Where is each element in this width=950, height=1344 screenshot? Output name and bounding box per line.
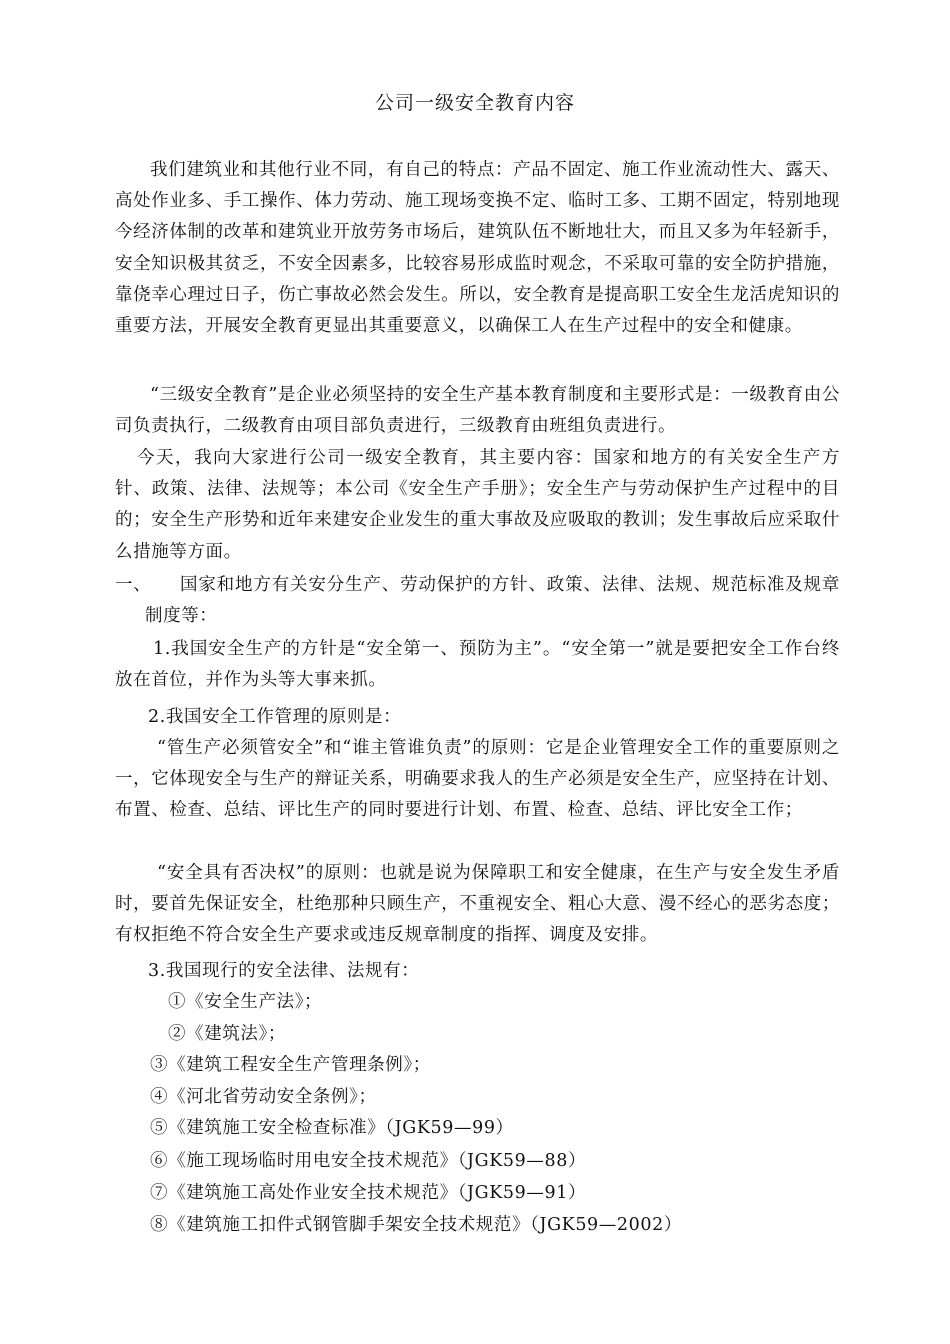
law-item: ④《河北省劳动安全条例》； — [150, 1087, 377, 1107]
section-one-heading: 国家和地方有关安分生产、劳动保护的方针、政策、法律、法规、规范标准及规章制度等： — [145, 575, 840, 627]
three-level-paragraph: “三级安全教育”是企业必须坚持的安全生产基本教育制度和主要形式是：一级教育由公司负责执行，二级教育由项目部负责进行，三级教育由班组负责进行。 — [115, 385, 840, 437]
law-item: ③《建筑工程安全生产管理条例》； — [150, 1055, 431, 1075]
item-2-principle-1: “管生产必须管安全”和“谁主管谁负责”的原则：它是企业管理安全工作的重要原则之一，它体现安全与生产的辩证关系，明确要求我人的生产必须是安全生产，应坚持在计划、布置、检查、总结、评比生产的同时要进行计划、布置、检查、总结、评比安全工作； — [115, 738, 840, 821]
item-2-principle-2: “安全具有否决权”的原则：也就是说为保障职工和安全健康，在生产与安全发生矛盾时，要首先保证安全，杜绝那种只顾生产，不重视安全、粗心大意、漫不经心的恶劣态度；有权拒绝不符合安全生产要求或违反规章制度的指挥、调度及安排。 — [115, 863, 840, 946]
section-one-number: 一、 — [115, 575, 152, 595]
item-1-paragraph: 1.我国安全生产的方针是“安全第一、预防为主”。“安全第一”就是要把安全工作台终放在首位，并作为头等大事来抓。 — [115, 639, 840, 691]
law-item: ⑦《建筑施工高处作业安全技术规范》（JGK59—91） — [150, 1183, 587, 1203]
item-2-heading: 2.我国安全工作管理的原则是： — [148, 707, 402, 727]
intro-paragraph: 我们建筑业和其他行业不同，有自己的特点：产品不固定、施工作业流动性大、露天、高处作业多、手工操作、体力劳动、施工现场变换不定、临时工多、工期不固定，特别地现今经济体制的改革和建筑业开放劳务市场后，建筑队伍不断地壮大，而且又多为年轻新手，安全知识极其贫乏，不安全因素多，比较容易形成监时观念，不采取可靠的安全防护措施，靠侥幸心理过日子，伤亡事故必然会发生。所以，安全教育是提高职工安全生龙活虎知识的重要方法，开展安全教育更显出其重要意义，以确保工人在生产过程中的安全和健康。 — [115, 160, 840, 337]
document-title: 公司一级安全教育内容 — [374, 92, 575, 114]
law-item: ①《安全生产法》； — [168, 992, 323, 1012]
item-3-heading: 3.我国现行的安全法律、法规有： — [148, 961, 420, 981]
law-item: ②《建筑法》； — [168, 1024, 286, 1044]
law-item: ⑧《建筑施工扣件式钢管脚手架安全技术规范》（JGK59—2002） — [150, 1215, 682, 1235]
section-one — [115, 570, 840, 632]
today-paragraph: 今天，我向大家进行公司一级安全教育，其主要内容：国家和地方的有关安全生产方针、政策、法律、法规等；本公司《安全生产手册》；安全生产与劳动保护生产过程中的目的；安全生产形势和近年来建安企业发生的重大事故及应吸取的教训；发生事故后应采取什么措施等方面。 — [115, 448, 840, 562]
law-item: ⑥《施工现场临时用电安全技术规范》（JGK59—88） — [150, 1151, 587, 1171]
law-item: ⑤《建筑施工安全检查标准》（JGK59—99） — [150, 1118, 514, 1138]
